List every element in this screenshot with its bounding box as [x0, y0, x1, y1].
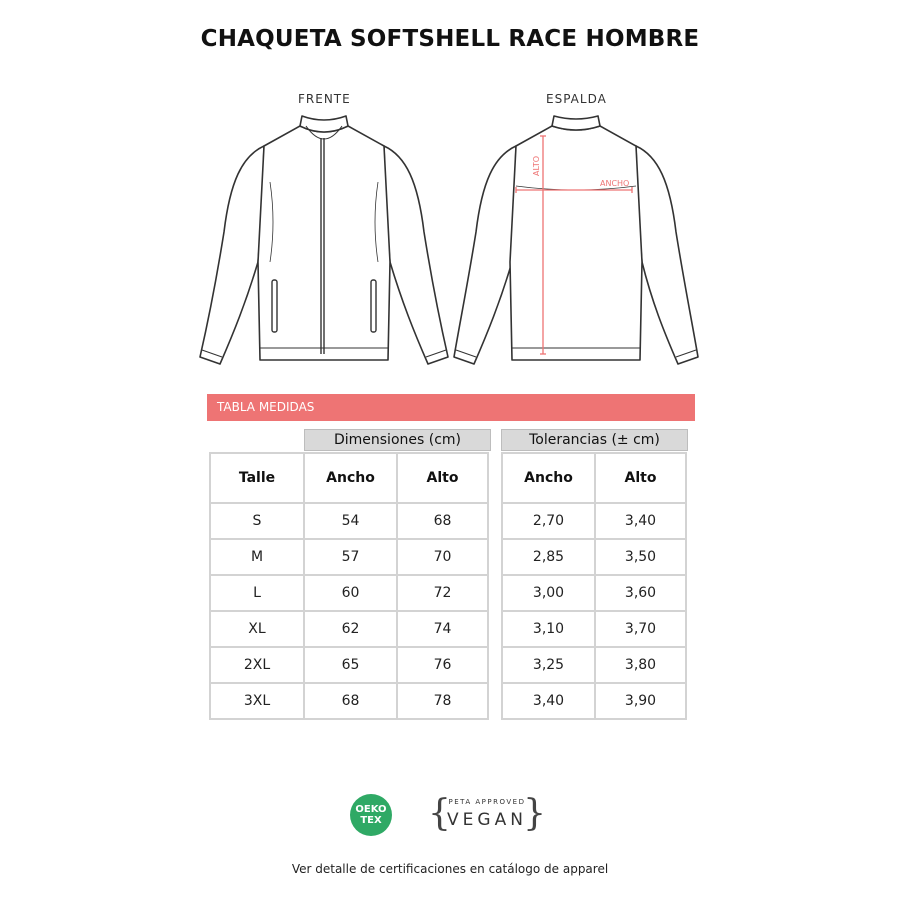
column-header-tol-width: Ancho [502, 453, 595, 503]
jacket-front-illustration [190, 112, 458, 374]
cell-tol-width: 3,00 [502, 575, 595, 611]
cell-tol-height: 3,70 [595, 611, 686, 647]
cell-width: 65 [304, 647, 397, 683]
table-row [502, 647, 686, 683]
cell-height: 76 [397, 647, 488, 683]
table-row [502, 611, 686, 647]
oeko-line1: OEKO [355, 804, 387, 815]
left-brace-icon: { [428, 793, 451, 834]
cell-width: 54 [304, 503, 397, 539]
cell-size: S [210, 503, 304, 539]
right-brace-icon: } [523, 793, 546, 834]
table-row [502, 683, 686, 719]
table-row [502, 539, 686, 575]
cell-size: M [210, 539, 304, 575]
band-label: TABLA MEDIDAS [217, 400, 315, 414]
cell-size: L [210, 575, 304, 611]
tolerances-group-header: Tolerancias (± cm) [501, 429, 688, 451]
oeko-tex-logo [350, 794, 392, 836]
cell-tol-height: 3,60 [595, 575, 686, 611]
cell-size: 2XL [210, 647, 304, 683]
table-row [210, 503, 488, 539]
column-header-height: Alto [397, 453, 488, 503]
page-title: CHAQUETA SOFTSHELL RACE HOMBRE [200, 26, 700, 52]
cell-height: 78 [397, 683, 488, 719]
table-header-row [210, 453, 488, 503]
table-row [210, 611, 488, 647]
cell-tol-width: 2,70 [502, 503, 595, 539]
column-header-width: Ancho [304, 453, 397, 503]
peta-vegan-logo [428, 793, 546, 836]
cell-width: 62 [304, 611, 397, 647]
cell-tol-width: 3,25 [502, 647, 595, 683]
cell-height: 68 [397, 503, 488, 539]
cell-width: 60 [304, 575, 397, 611]
dimensions-table [209, 452, 489, 720]
table-row [210, 539, 488, 575]
ancho-measure-label: ANCHO [600, 179, 630, 188]
cell-tol-height: 3,40 [595, 503, 686, 539]
cell-width: 57 [304, 539, 397, 575]
cell-tol-width: 2,85 [502, 539, 595, 575]
column-header-tol-height: Alto [595, 453, 686, 503]
cell-tol-width: 3,40 [502, 683, 595, 719]
back-view-label: ESPALDA [546, 92, 607, 106]
certifications-footer: Ver detalle de certificaciones en catálogo de apparel [291, 862, 609, 876]
table-row [502, 503, 686, 539]
cell-tol-width: 3,10 [502, 611, 595, 647]
front-view-label: FRENTE [298, 92, 351, 106]
table-row [210, 575, 488, 611]
cell-size: 3XL [210, 683, 304, 719]
oeko-line2: TEX [360, 815, 382, 826]
table-header-row [502, 453, 686, 503]
alto-measure-label: ALTO [532, 155, 541, 176]
table-row [210, 647, 488, 683]
table-row [502, 575, 686, 611]
cell-tol-height: 3,50 [595, 539, 686, 575]
cell-height: 70 [397, 539, 488, 575]
vegan-small-text: PETA APPROVED [448, 798, 526, 806]
measurements-table-band [207, 394, 695, 421]
cell-tol-height: 3,80 [595, 647, 686, 683]
cell-width: 68 [304, 683, 397, 719]
dimensions-group-header: Dimensiones (cm) [304, 429, 491, 451]
vegan-big-text: VEGAN [447, 810, 527, 830]
cell-tol-height: 3,90 [595, 683, 686, 719]
cell-height: 74 [397, 611, 488, 647]
column-header-size: Talle [210, 453, 304, 503]
table-row [210, 683, 488, 719]
tolerances-table [501, 452, 687, 720]
jacket-back-illustration [446, 112, 714, 374]
cell-height: 72 [397, 575, 488, 611]
cell-size: XL [210, 611, 304, 647]
